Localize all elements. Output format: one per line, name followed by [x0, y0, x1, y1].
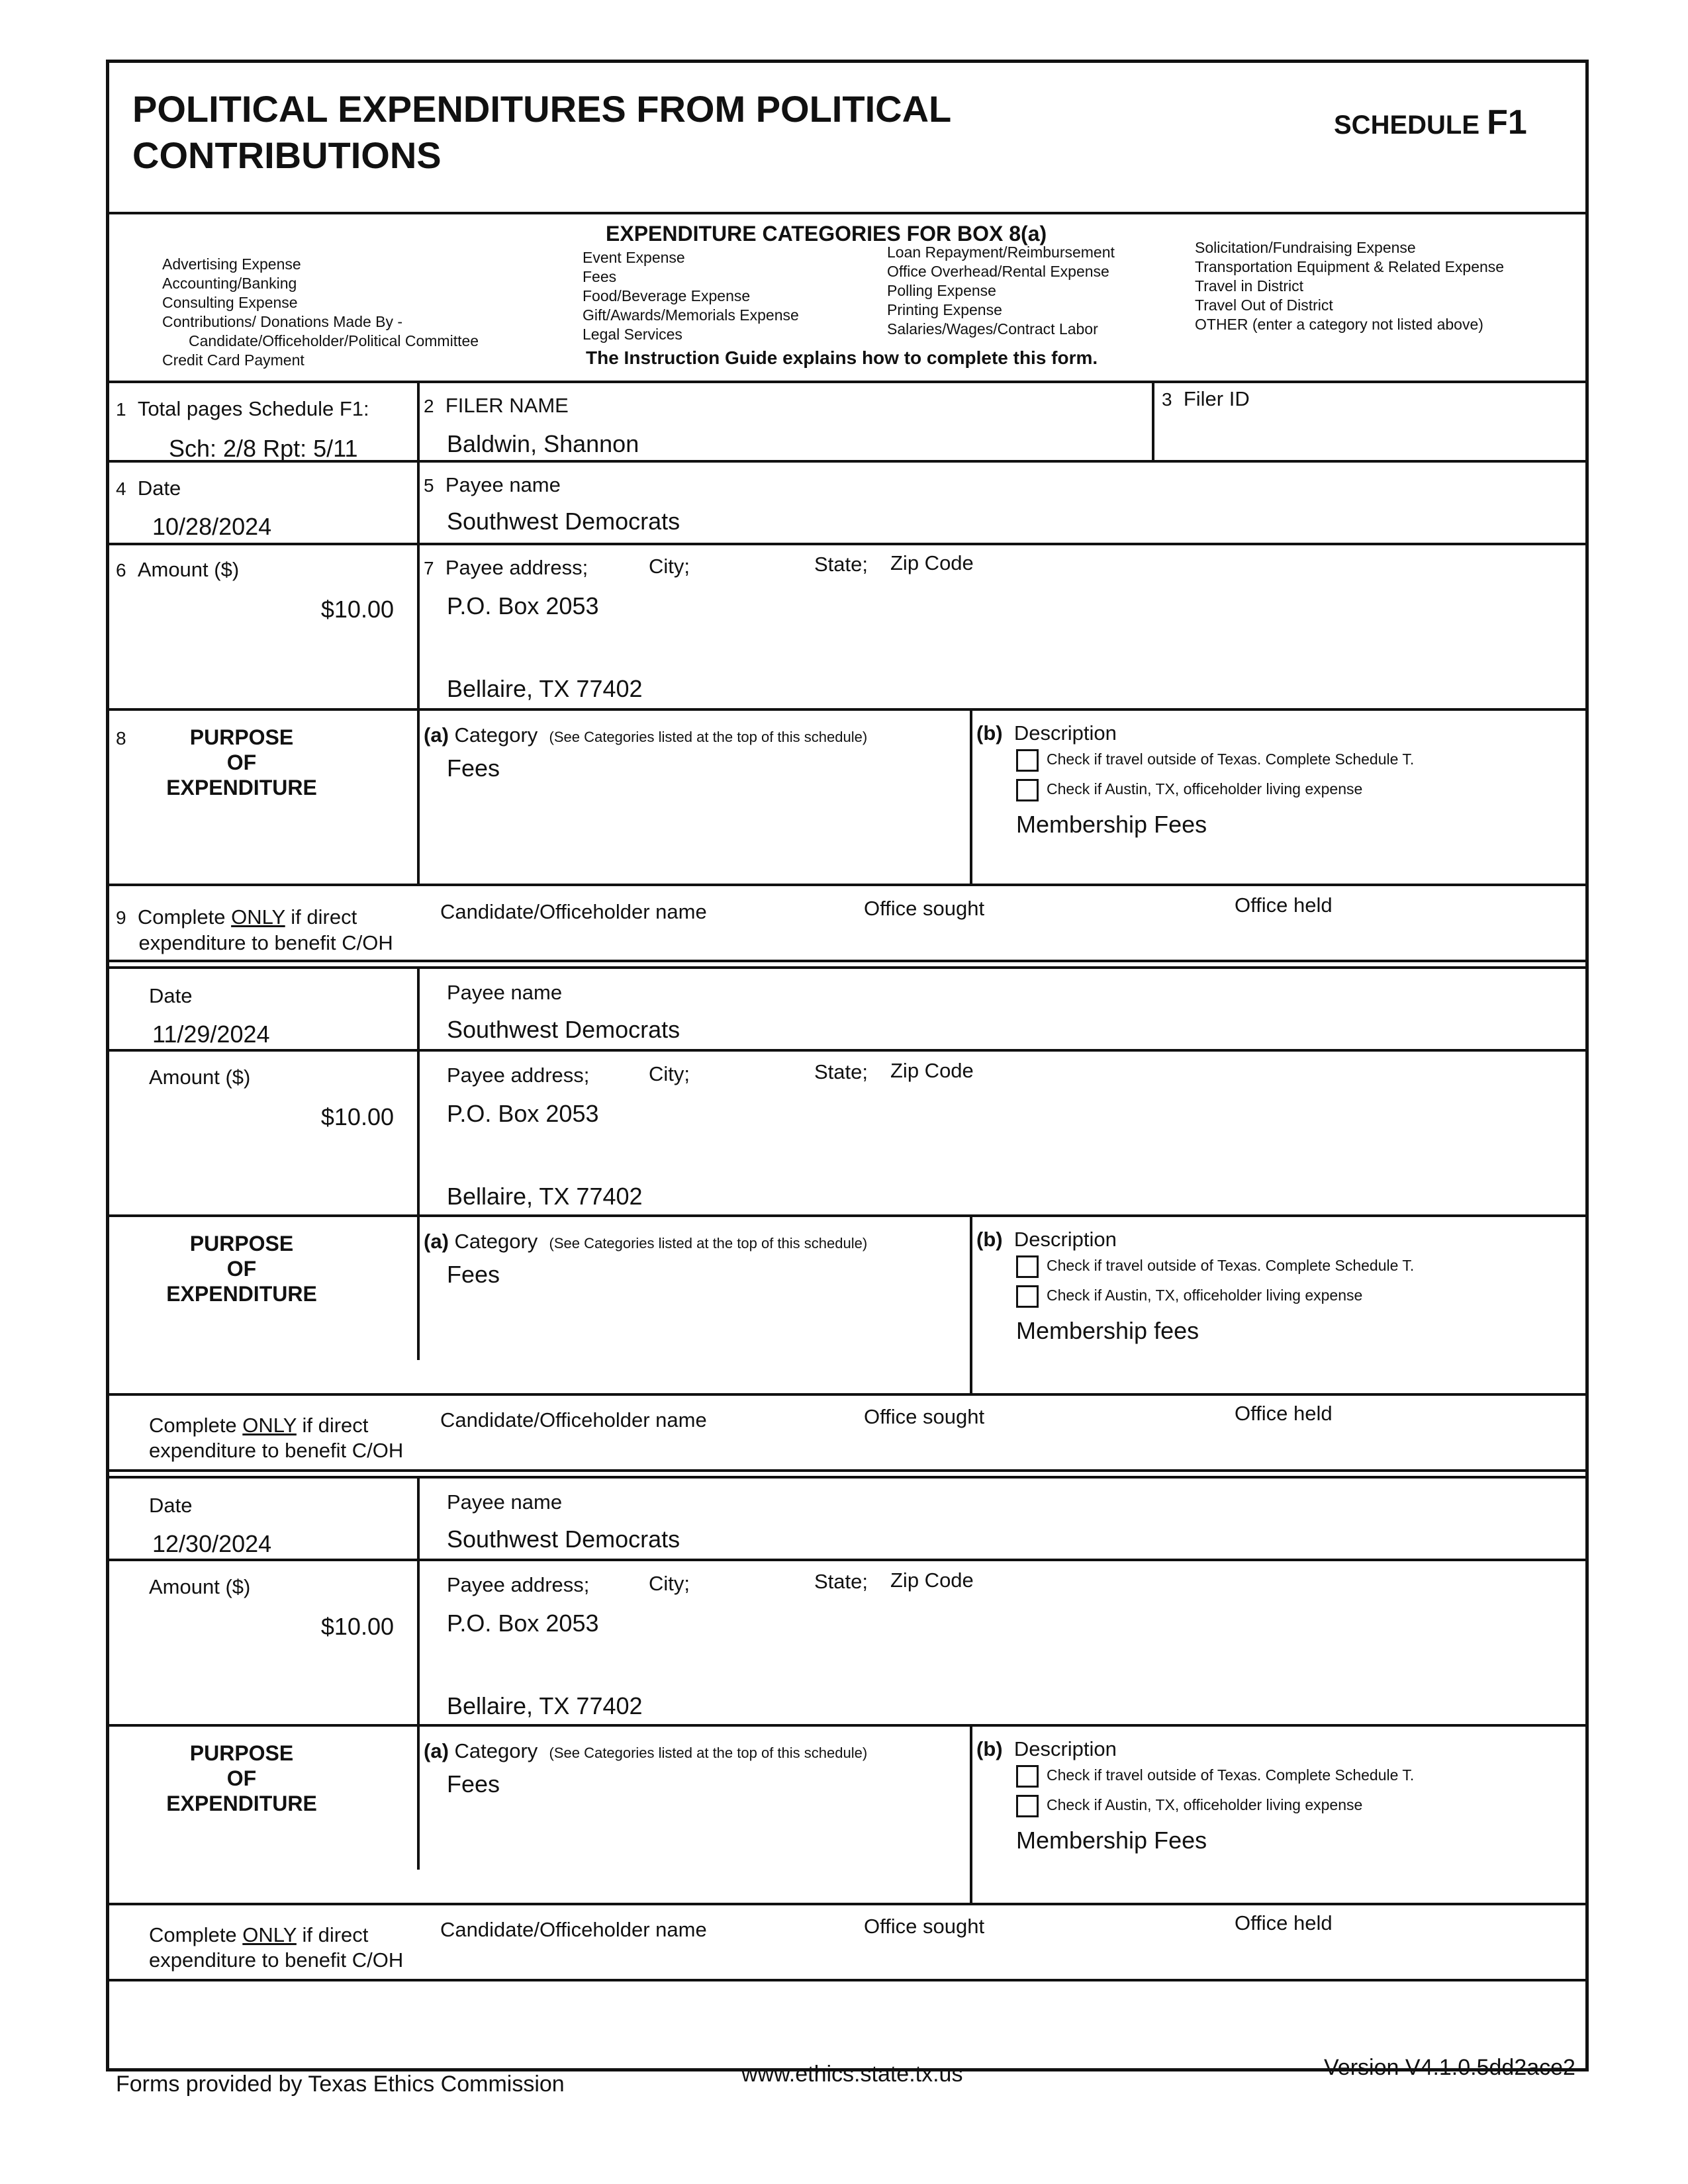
- divider: [109, 966, 1585, 969]
- field-total-pages-label: 1 Total pages Schedule F1:: [116, 397, 369, 420]
- office-sought-label: Office sought: [864, 897, 985, 920]
- schedule-prefix: SCHEDULE: [1334, 111, 1480, 140]
- category-item: Candidate/Officeholder/Political Committee: [189, 332, 479, 349]
- travel-outside-texas-checkbox[interactable]: [1016, 749, 1039, 772]
- description-value[interactable]: Membership fees: [1016, 1317, 1199, 1344]
- date-value[interactable]: 10/28/2024: [152, 513, 272, 540]
- category-item: Loan Repayment/Reimbursement: [887, 244, 1115, 261]
- divider: [417, 708, 420, 884]
- category-item: Printing Expense: [887, 301, 1002, 318]
- date-label: 4 Date: [116, 477, 181, 500]
- divider: [109, 1724, 1585, 1727]
- payee-address-line1[interactable]: P.O. Box 2053: [447, 1100, 599, 1127]
- category-value[interactable]: Fees: [447, 1261, 500, 1288]
- payee-address-label: Payee address;: [447, 1573, 590, 1596]
- category-item: Credit Card Payment: [162, 351, 305, 369]
- categories-col4: [1195, 238, 1504, 334]
- item-number: 8: [116, 728, 126, 749]
- purpose-heading: PURPOSE OF EXPENDITURE: [166, 725, 317, 799]
- form-title: [132, 86, 951, 179]
- travel-check-row: Check if travel outside of Texas. Complete Schedule T.: [1016, 1765, 1414, 1788]
- benefit-coh-note: Complete ONLY if direct expenditure to benefit C/OH: [149, 1414, 404, 1462]
- austin-living-expense-checkbox[interactable]: [1016, 1285, 1039, 1308]
- divider: [109, 1393, 1585, 1396]
- divider: [109, 1903, 1585, 1905]
- total-pages-value[interactable]: Sch: 2/8 Rpt: 5/11: [169, 435, 358, 462]
- zip-label: Zip Code: [890, 551, 974, 574]
- date-label: Date: [149, 1494, 193, 1517]
- city-label: City;: [649, 1572, 690, 1595]
- filer-name-value[interactable]: Baldwin, Shannon: [447, 430, 639, 457]
- travel-check-row: Check if travel outside of Texas. Complete Schedule T.: [1016, 749, 1414, 772]
- payee-name-label: 5 Payee name: [424, 473, 561, 496]
- payee-name-label: Payee name: [447, 1490, 563, 1514]
- divider: [970, 1214, 972, 1393]
- divider: [417, 1476, 420, 1870]
- category-item: Office Overhead/Rental Expense: [887, 263, 1109, 280]
- office-sought-label: Office sought: [864, 1405, 985, 1428]
- payee-address-line2[interactable]: Bellaire, TX 77402: [447, 1183, 643, 1210]
- travel-outside-texas-checkbox[interactable]: [1016, 1255, 1039, 1278]
- category-item: Contributions/ Donations Made By -: [162, 313, 403, 330]
- city-label: City;: [649, 555, 690, 578]
- payee-address-line1[interactable]: P.O. Box 2053: [447, 1610, 599, 1637]
- benefit-coh-note: 9 Complete ONLY if direct expenditure to benefit C/OH: [116, 905, 393, 954]
- schedule-label: [1334, 103, 1527, 142]
- divider: [970, 708, 972, 884]
- category-item: Legal Services: [583, 326, 682, 343]
- payee-address-label: 7 Payee address;: [424, 556, 588, 579]
- filer-id-value[interactable]: [1162, 420, 1559, 453]
- office-sought-label: Office sought: [864, 1915, 985, 1938]
- category-item: Event Expense: [583, 249, 685, 266]
- divider: [1152, 381, 1154, 460]
- category-label: (a) Category (See Categories listed at the top of this schedule): [424, 1230, 868, 1253]
- date-value[interactable]: 11/29/2024: [152, 1021, 270, 1048]
- divider: [109, 1979, 1585, 1981]
- austin-check-row: Check if Austin, TX, officeholder living expense: [1016, 1285, 1362, 1308]
- payee-address-line1[interactable]: P.O. Box 2053: [447, 592, 599, 619]
- austin-check-row: Check if Austin, TX, officeholder living expense: [1016, 1795, 1362, 1817]
- form-title-line2: CONTRIBUTIONS: [132, 134, 442, 176]
- category-item: Polling Expense: [887, 282, 996, 299]
- state-label: State;: [814, 1060, 868, 1083]
- category-item: Salaries/Wages/Contract Labor: [887, 320, 1098, 338]
- field-filer-id-label: 3 Filer ID: [1162, 387, 1250, 410]
- amount-value[interactable]: $10.00: [320, 1103, 394, 1130]
- category-item: Solicitation/Fundraising Expense: [1195, 239, 1416, 256]
- payee-address-label: Payee address;: [447, 1064, 590, 1087]
- amount-label: Amount ($): [149, 1066, 251, 1089]
- divider: [109, 460, 1585, 463]
- amount-label: Amount ($): [149, 1575, 251, 1598]
- date-label: Date: [149, 984, 193, 1007]
- divider: [109, 1214, 1585, 1217]
- amount-value[interactable]: $10.00: [320, 1613, 394, 1640]
- categories-col2: [583, 248, 799, 344]
- footer-provided-by: Forms provided by Texas Ethics Commission: [116, 2071, 565, 2097]
- category-value[interactable]: Fees: [447, 1770, 500, 1797]
- payee-address-line2[interactable]: Bellaire, TX 77402: [447, 675, 643, 702]
- category-label: (a) Category (See Categories listed at the top of this schedule): [424, 723, 868, 747]
- state-label: State;: [814, 1570, 868, 1593]
- city-label: City;: [649, 1062, 690, 1085]
- travel-outside-texas-checkbox[interactable]: [1016, 1765, 1039, 1788]
- category-item: Travel in District: [1195, 277, 1303, 295]
- divider: [109, 708, 1585, 711]
- payee-name-label: Payee name: [447, 981, 563, 1004]
- divider: [109, 1469, 1585, 1472]
- category-item: Advertising Expense: [162, 255, 301, 273]
- category-item: Transportation Equipment & Related Expense: [1195, 258, 1505, 275]
- category-label: (a) Category (See Categories listed at the top of this schedule): [424, 1739, 868, 1762]
- payee-name-value[interactable]: Southwest Democrats: [447, 1016, 680, 1043]
- divider: [109, 212, 1585, 214]
- divider: [109, 543, 1585, 545]
- candidate-name-label: Candidate/Officeholder name: [440, 1408, 707, 1432]
- benefit-coh-note: Complete ONLY if direct expenditure to benefit C/OH: [149, 1923, 404, 1972]
- divider: [109, 381, 1585, 383]
- divider: [417, 966, 420, 1360]
- payee-name-value[interactable]: Southwest Democrats: [447, 1525, 680, 1553]
- divider: [109, 1476, 1585, 1479]
- description-value[interactable]: Membership Fees: [1016, 811, 1207, 838]
- category-item: Consulting Expense: [162, 294, 298, 311]
- payee-name-value[interactable]: Southwest Democrats: [447, 508, 680, 535]
- austin-living-expense-checkbox[interactable]: [1016, 1795, 1039, 1817]
- candidate-name-label: Candidate/Officeholder name: [440, 1918, 707, 1941]
- amount-value[interactable]: $10.00: [320, 596, 394, 623]
- instruction-guide-note: The Instruction Guide explains how to complete this form.: [586, 347, 1098, 368]
- zip-label: Zip Code: [890, 1569, 974, 1592]
- description-label: (b) Description: [976, 1737, 1117, 1760]
- description-label: (b) Description: [976, 721, 1117, 745]
- category-item: Accounting/Banking: [162, 275, 297, 292]
- form-frame: [106, 60, 1589, 2071]
- category-value[interactable]: Fees: [447, 754, 500, 782]
- footer-website: www.ethics.state.tx.us: [741, 2062, 963, 2087]
- office-held-label: Office held: [1235, 1402, 1333, 1425]
- footer-version: Version V4.1.0.5dd2ace2: [1324, 2055, 1575, 2080]
- divider: [109, 1049, 1585, 1052]
- austin-living-expense-checkbox[interactable]: [1016, 779, 1039, 801]
- travel-check-row: Check if travel outside of Texas. Complete Schedule T.: [1016, 1255, 1414, 1278]
- office-held-label: Office held: [1235, 1911, 1333, 1934]
- state-label: State;: [814, 553, 868, 576]
- category-item: Travel Out of District: [1195, 296, 1333, 314]
- field-filer-name-label: 2 FILER NAME: [424, 394, 569, 417]
- office-held-label: Office held: [1235, 893, 1333, 917]
- zip-label: Zip Code: [890, 1059, 974, 1082]
- form-title-line1: POLITICAL EXPENDITURES FROM POLITICAL: [132, 88, 952, 130]
- categories-heading: EXPENDITURE CATEGORIES FOR BOX 8(a): [606, 222, 1047, 246]
- category-item: Fees: [583, 268, 617, 285]
- purpose-heading: PURPOSE OF EXPENDITURE: [166, 1232, 317, 1306]
- description-value[interactable]: Membership Fees: [1016, 1827, 1207, 1854]
- austin-check-row: Check if Austin, TX, officeholder living expense: [1016, 779, 1362, 801]
- category-item: Gift/Awards/Memorials Expense: [583, 306, 799, 324]
- amount-label: 6 Amount ($): [116, 558, 240, 581]
- category-item: Food/Beverage Expense: [583, 287, 751, 304]
- divider: [970, 1724, 972, 1903]
- categories-col3: [887, 243, 1115, 339]
- candidate-name-label: Candidate/Officeholder name: [440, 900, 707, 923]
- divider: [109, 960, 1585, 962]
- description-label: (b) Description: [976, 1228, 1117, 1251]
- purpose-heading: PURPOSE OF EXPENDITURE: [166, 1741, 317, 1815]
- categories-col1: [162, 255, 479, 370]
- category-item: OTHER (enter a category not listed above): [1195, 316, 1483, 333]
- divider: [109, 1559, 1585, 1561]
- payee-address-line2[interactable]: Bellaire, TX 77402: [447, 1692, 643, 1719]
- divider: [109, 884, 1585, 886]
- schedule-code: F1: [1487, 103, 1527, 142]
- date-value[interactable]: 12/30/2024: [152, 1530, 272, 1557]
